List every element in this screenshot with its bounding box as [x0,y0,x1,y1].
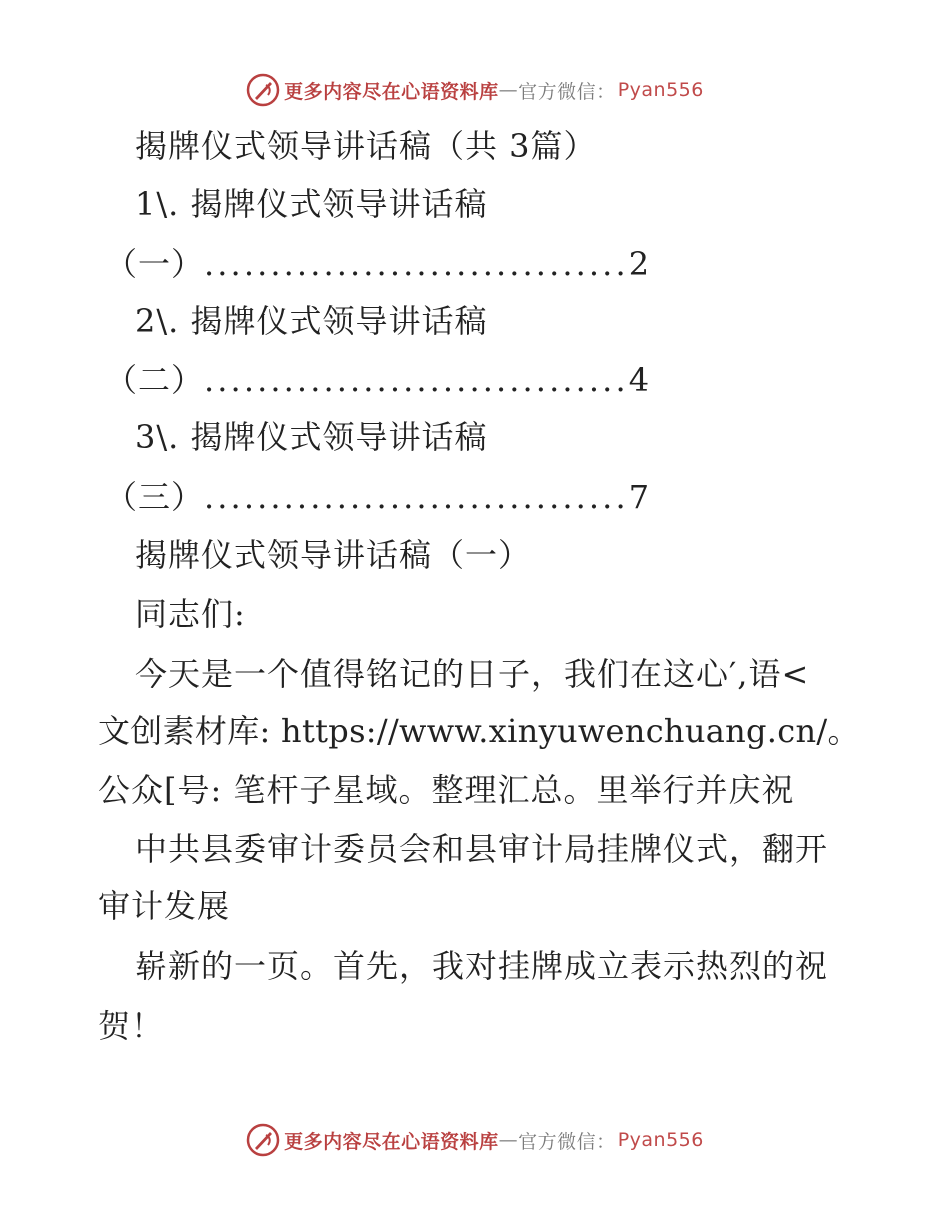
toc-entry-3-dots: ................................ [204,478,629,516]
footer-banner [0,1120,950,1160]
banner-main-text: 更多内容尽在心语资料库 [284,80,499,103]
toc-entry-1-part: （一） [105,245,205,283]
quill-logo-icon [246,1123,280,1157]
toc-entry-3-part: （三） [105,478,205,516]
toc-entry-1-leader [105,244,650,284]
body-line-5: 审计发展 [98,887,231,925]
toc-entry-2-part: （二） [105,361,205,399]
toc-entry-2-leader [105,360,650,400]
toc-entry-2-page: 4 [628,361,651,399]
salutation: 同志们: [135,595,246,633]
toc-entry-1-title: 1\. 揭牌仪式领导讲话稿 [135,185,488,223]
toc-entry-1-dots: ................................ [204,245,629,283]
body-line-7: 贺！ [98,1007,165,1045]
banner-dash: — [498,1129,519,1151]
document-title: 揭牌仪式领导讲话稿（共 3篇） [135,127,597,165]
body-line-6: 崭新的一页。首先，我对挂牌成立表示热烈的祝 [135,947,829,985]
banner-wechat-label: 官方微信： [518,1130,616,1153]
toc-entry-2-dots: ................................ [204,361,629,399]
header-banner [0,70,950,110]
toc-entry-2-title: 2\. 揭牌仪式领导讲话稿 [135,302,488,340]
banner-wechat-id: Pyan556 [617,79,704,101]
toc-entry-3-page: 7 [628,478,651,516]
banner-dash: — [498,79,519,101]
section-heading: 揭牌仪式领导讲话稿（一） [135,536,532,574]
quill-logo-icon [246,73,280,107]
body-line-4: 中共县委审计委员会和县审计局挂牌仪式，翻开 [135,830,829,868]
body-line-3: 公众[号: 笔杆子星域。整理汇总。里举行并庆祝 [98,771,795,809]
banner-wechat-label: 官方微信： [518,80,616,103]
body-line-2: 文创素材库: https://www.xinyuwenchuang.cn/。 [98,712,860,750]
banner-main-text: 更多内容尽在心语资料库 [284,1130,499,1153]
toc-entry-3-leader [105,477,650,517]
toc-entry-1-page: 2 [628,245,651,283]
body-line-1: 今天是一个值得铭记的日子，我们在这心′,语< [135,655,810,693]
banner-wechat-id: Pyan556 [617,1129,704,1151]
toc-entry-3-title: 3\. 揭牌仪式领导讲话稿 [135,418,488,456]
